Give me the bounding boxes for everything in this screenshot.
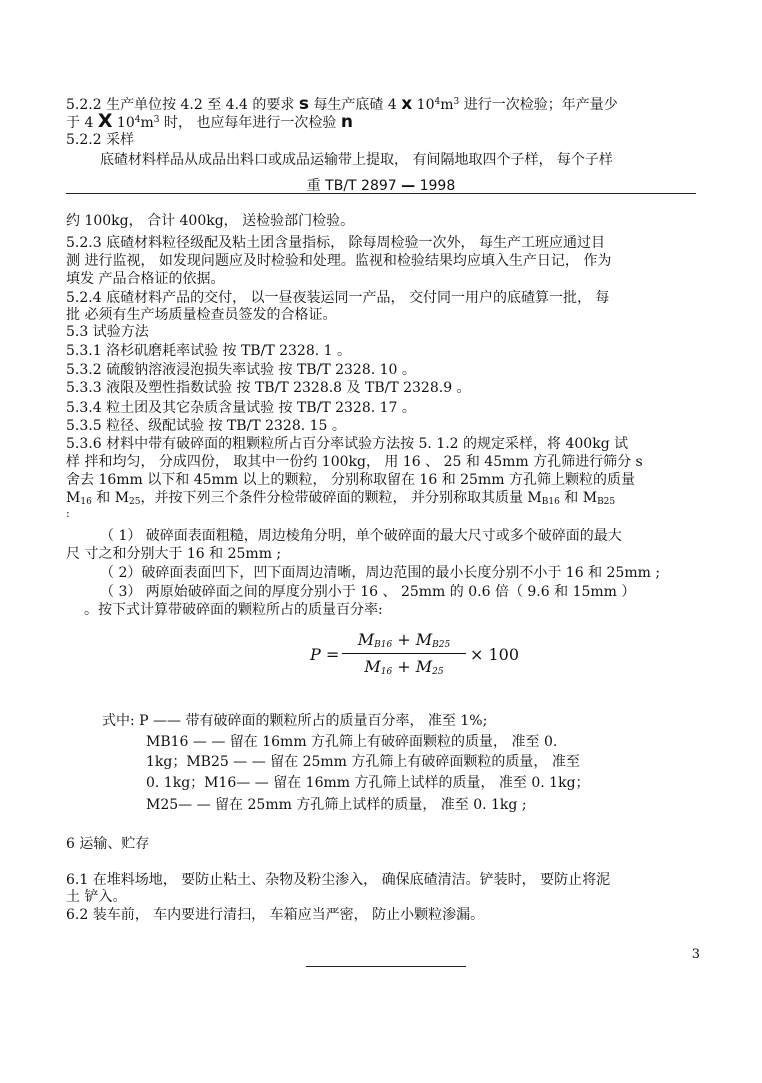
- header-left: 重 TB/T 2897: [306, 178, 397, 194]
- text: 5.2.2 生产单位按 4.2 至 4.4 的要求: [66, 97, 295, 113]
- formula-numerator: [342, 630, 466, 650]
- text: 和 M: [559, 490, 598, 506]
- sup: 4: [434, 97, 441, 107]
- where-line: MB16 — — 留在 16mm 方孔筛上有破碎面颗粒的质量， 准至 0.: [146, 734, 558, 750]
- body-line: 批 必须有生产场质量检查员签发的合格证。: [66, 307, 337, 323]
- body-line: 5.3.3 液限及塑性指数试验 按 TB/T 2328.8 及 TB/T 2328.9 。: [66, 380, 471, 396]
- sym: M: [357, 630, 375, 649]
- body-line: 舍去 16mm 以下和 45mm 以上的颗粒， 分别称取留在 16 和 25mm 方孔筛上颗粒的质量: [66, 472, 635, 488]
- sub: 16: [80, 497, 92, 507]
- sub: 25: [129, 497, 141, 507]
- where-line: M25— — 留在 25mm 方孔筛上试样的质量， 准至 0. 1kg ;: [146, 797, 527, 813]
- body-line: 5.3.4 粒土团及其它杂质含量试验 按 TB/T 2328. 17 。: [66, 400, 416, 416]
- section-6-1-cont: 土 铲入。: [66, 889, 127, 905]
- sub: B25: [432, 640, 451, 650]
- sub: 25: [432, 667, 444, 677]
- where-line: 0. 1kg；M16— — 留在 16mm 方孔筛上试样的质量， 准至 0. 1kg；: [146, 775, 590, 791]
- sup: 3: [453, 97, 460, 107]
- body-line: 5.2.4 底碴材料产品的交付， 以一昼夜装运同一产品， 交付同一用户的底碴算一批， 每: [66, 290, 610, 306]
- text: 10: [116, 115, 135, 131]
- body-line: 填发 产品合格证的依据。: [66, 271, 225, 287]
- sub: B16: [541, 497, 560, 507]
- footer-rule: [306, 966, 466, 967]
- body-line: 5.3.5 粒径、级配试验 按 TB/T 2328. 15 。: [66, 418, 346, 434]
- where-line: 式中: P —— 带有破碎面的颗粒所占的质量百分率， 准至 1%;: [102, 713, 488, 729]
- stray-n: n: [340, 112, 353, 132]
- body-line: 5.2.3 底碴材料粒径级配及粘土团含量指标， 除每周检验一次外， 每生产工班应通过目: [66, 235, 605, 251]
- body-line: 约 100kg， 合计 400kg， 送检验部门检验。: [66, 213, 355, 229]
- body-line: 5.3.6 材料中带有破碎面的粗颗粒所占百分率试验方法按 5. 1.2 的规定采样，将 400kg 试: [66, 436, 629, 452]
- sub: B25: [597, 497, 616, 507]
- fraction-bar: [342, 653, 466, 654]
- stray-s: s: [298, 94, 309, 114]
- running-header: [0, 175, 762, 195]
- body-line: 5.3 试验方法: [66, 324, 149, 340]
- sampling-text: 底碴材料样品从成品出料口或成品运输带上提取， 有间隔地取四个子样， 每个子样: [100, 152, 613, 168]
- formula-lhs: P =: [310, 645, 340, 664]
- sub: B16: [374, 640, 393, 650]
- text: 于 4: [66, 115, 94, 131]
- sub: 16: [380, 667, 393, 677]
- section-6-2: 6.2 装车前， 车内要进行清扫， 车箱应当严密， 防止小颗粒渗漏。: [66, 907, 485, 923]
- text: m: [440, 97, 454, 113]
- formula: [310, 630, 520, 680]
- header-dash: —: [401, 178, 416, 194]
- body-line: 5.3.2 硫酸钠溶液浸泡损失率试验 按 TB/T 2328. 10 。: [66, 362, 416, 378]
- body-line: 测 进行监视， 如发现问题应及时检验和处理。监视和检验结果均应填入生产日记， 作为: [66, 253, 612, 269]
- sym: + M: [392, 657, 433, 676]
- condition-1-cont: 尺 寸之和分别大于 16 和 25mm ;: [66, 546, 282, 562]
- page-number: 3: [691, 947, 700, 962]
- text: 和 M: [91, 490, 130, 506]
- sup: 3: [153, 115, 160, 125]
- body-line: 样 拌和均匀， 分成四份， 取其中一份约 100kg， 用 16 、 25 和 45mm 方孔筛进行筛分 s: [66, 454, 643, 470]
- text: ，并按下列三个条件分检带破碎面的颗粒， 并分别称取其质量 M: [140, 490, 542, 506]
- text: 每生产底碴 4: [313, 97, 397, 113]
- condition-2: （ 2）破碎面表面凹下，凹下面周边清晰，周边范围的最小长度分别不小于 16 和 25mm ;: [100, 565, 661, 581]
- formula-fraction: [342, 630, 466, 677]
- times-sign: x: [401, 94, 413, 114]
- condition-1: （ 1） 破碎面表面粗糙，周边棱角分明，单个破碎面的最大尺寸或多个破碎面的最大: [100, 528, 622, 544]
- sym: M: [364, 657, 381, 676]
- condition-3: （ 3） 两原始破碎面之间的厚度分别小于 16 、 25mm 的 0.6 倍（ 9.6 和 15mm ）: [100, 584, 636, 600]
- formula-rhs: × 100: [470, 645, 520, 664]
- section-6-1: 6.1 在堆料场地， 要防止粘土、杂物及粉尘渗入， 确保底碴清洁。铲装时， 要防止将泥: [66, 872, 611, 888]
- text: 时， 也应每年进行一次检验: [163, 115, 337, 131]
- formula-intro: 。按下式计算带破碎面的颗粒所占的质量百分率:: [84, 602, 383, 618]
- text: M: [66, 490, 81, 506]
- text: 10: [416, 97, 435, 113]
- colon: :: [66, 507, 70, 520]
- text: 进行一次检验；年产量少: [463, 97, 618, 113]
- header-year: 1998: [419, 178, 456, 194]
- section-6-title: 6 运输、贮存: [66, 836, 150, 852]
- sym: + M: [392, 630, 433, 649]
- clause-5-2-2-sampling: 5.2.2 采样: [66, 132, 135, 148]
- clause-5-2-2-line1: [66, 94, 722, 113]
- clause-5-2-2-line2: [66, 112, 722, 131]
- formula-denominator: [342, 657, 466, 677]
- body-line: 5.3.1 洛杉矶磨耗率试验 按 TB/T 2328. 1 。: [66, 343, 351, 359]
- text: m: [140, 115, 154, 131]
- times-sign: X: [97, 110, 113, 132]
- sup: 4: [134, 115, 141, 125]
- where-line: 1kg；MB25 — — 留在 25mm 方孔筛上有破碎面颗粒的质量， 准至: [146, 754, 580, 770]
